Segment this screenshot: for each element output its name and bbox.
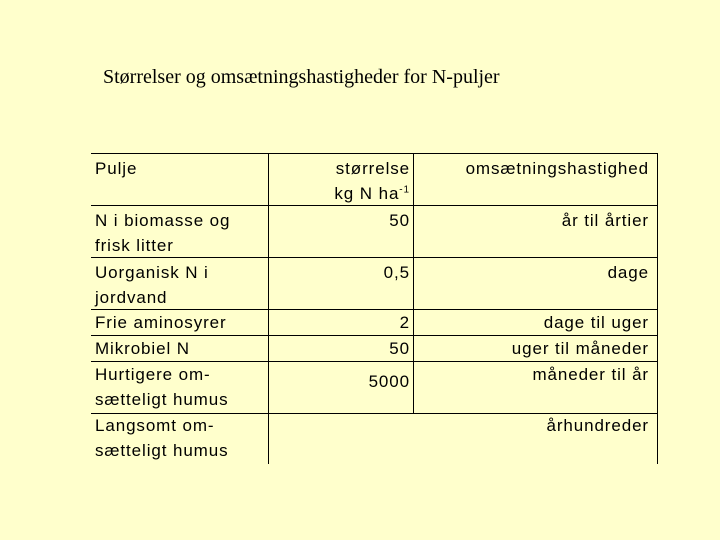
- row-divider: [91, 257, 658, 258]
- row-size: 2: [399, 313, 410, 332]
- header-pulje: Pulje: [95, 159, 138, 178]
- row-pulje-line1: Hurtigere om-: [95, 365, 211, 384]
- row-size: 0,5: [383, 263, 410, 282]
- row-pulje-line2: jordvand: [95, 288, 168, 307]
- row-pulje-line2: sætteligt humus: [95, 390, 229, 409]
- header-size-unit: kg N ha: [334, 184, 400, 203]
- row-pulje-line1: N i biomasse og: [95, 211, 231, 230]
- row-rate: århundreder: [546, 416, 649, 435]
- header-rate: omsætningshastighed: [465, 159, 649, 178]
- row-size: 5000: [368, 372, 410, 391]
- row-pulje-line1: Frie aminosyrer: [95, 313, 227, 332]
- row-size: 50: [389, 211, 410, 230]
- header-size-exponent: -1: [399, 184, 410, 196]
- slide-title: Størrelser og omsætningshastigheder for N-puljer: [103, 66, 500, 88]
- row-pulje-line2: sætteligt humus: [95, 441, 229, 460]
- row-rate: dage: [607, 263, 649, 282]
- row-pulje-line1: Mikrobiel N: [95, 339, 190, 358]
- row-size: 50: [389, 339, 410, 358]
- row-rate: uger til måneder: [511, 339, 649, 358]
- row-pulje-line1: Langsomt om-: [95, 416, 215, 435]
- row-rate: år til årtier: [561, 211, 649, 230]
- n-pool-table: [91, 153, 658, 464]
- row-pulje-line1: Uorganisk N i: [95, 263, 209, 282]
- column-divider: [413, 153, 414, 413]
- header-size-line1: størrelse: [335, 159, 410, 178]
- row-rate: måneder til år: [532, 365, 649, 384]
- row-divider: [91, 153, 658, 154]
- row-pulje-line2: frisk litter: [95, 236, 174, 255]
- row-rate: dage til uger: [543, 313, 649, 332]
- header-size-line2: [272, 181, 410, 206]
